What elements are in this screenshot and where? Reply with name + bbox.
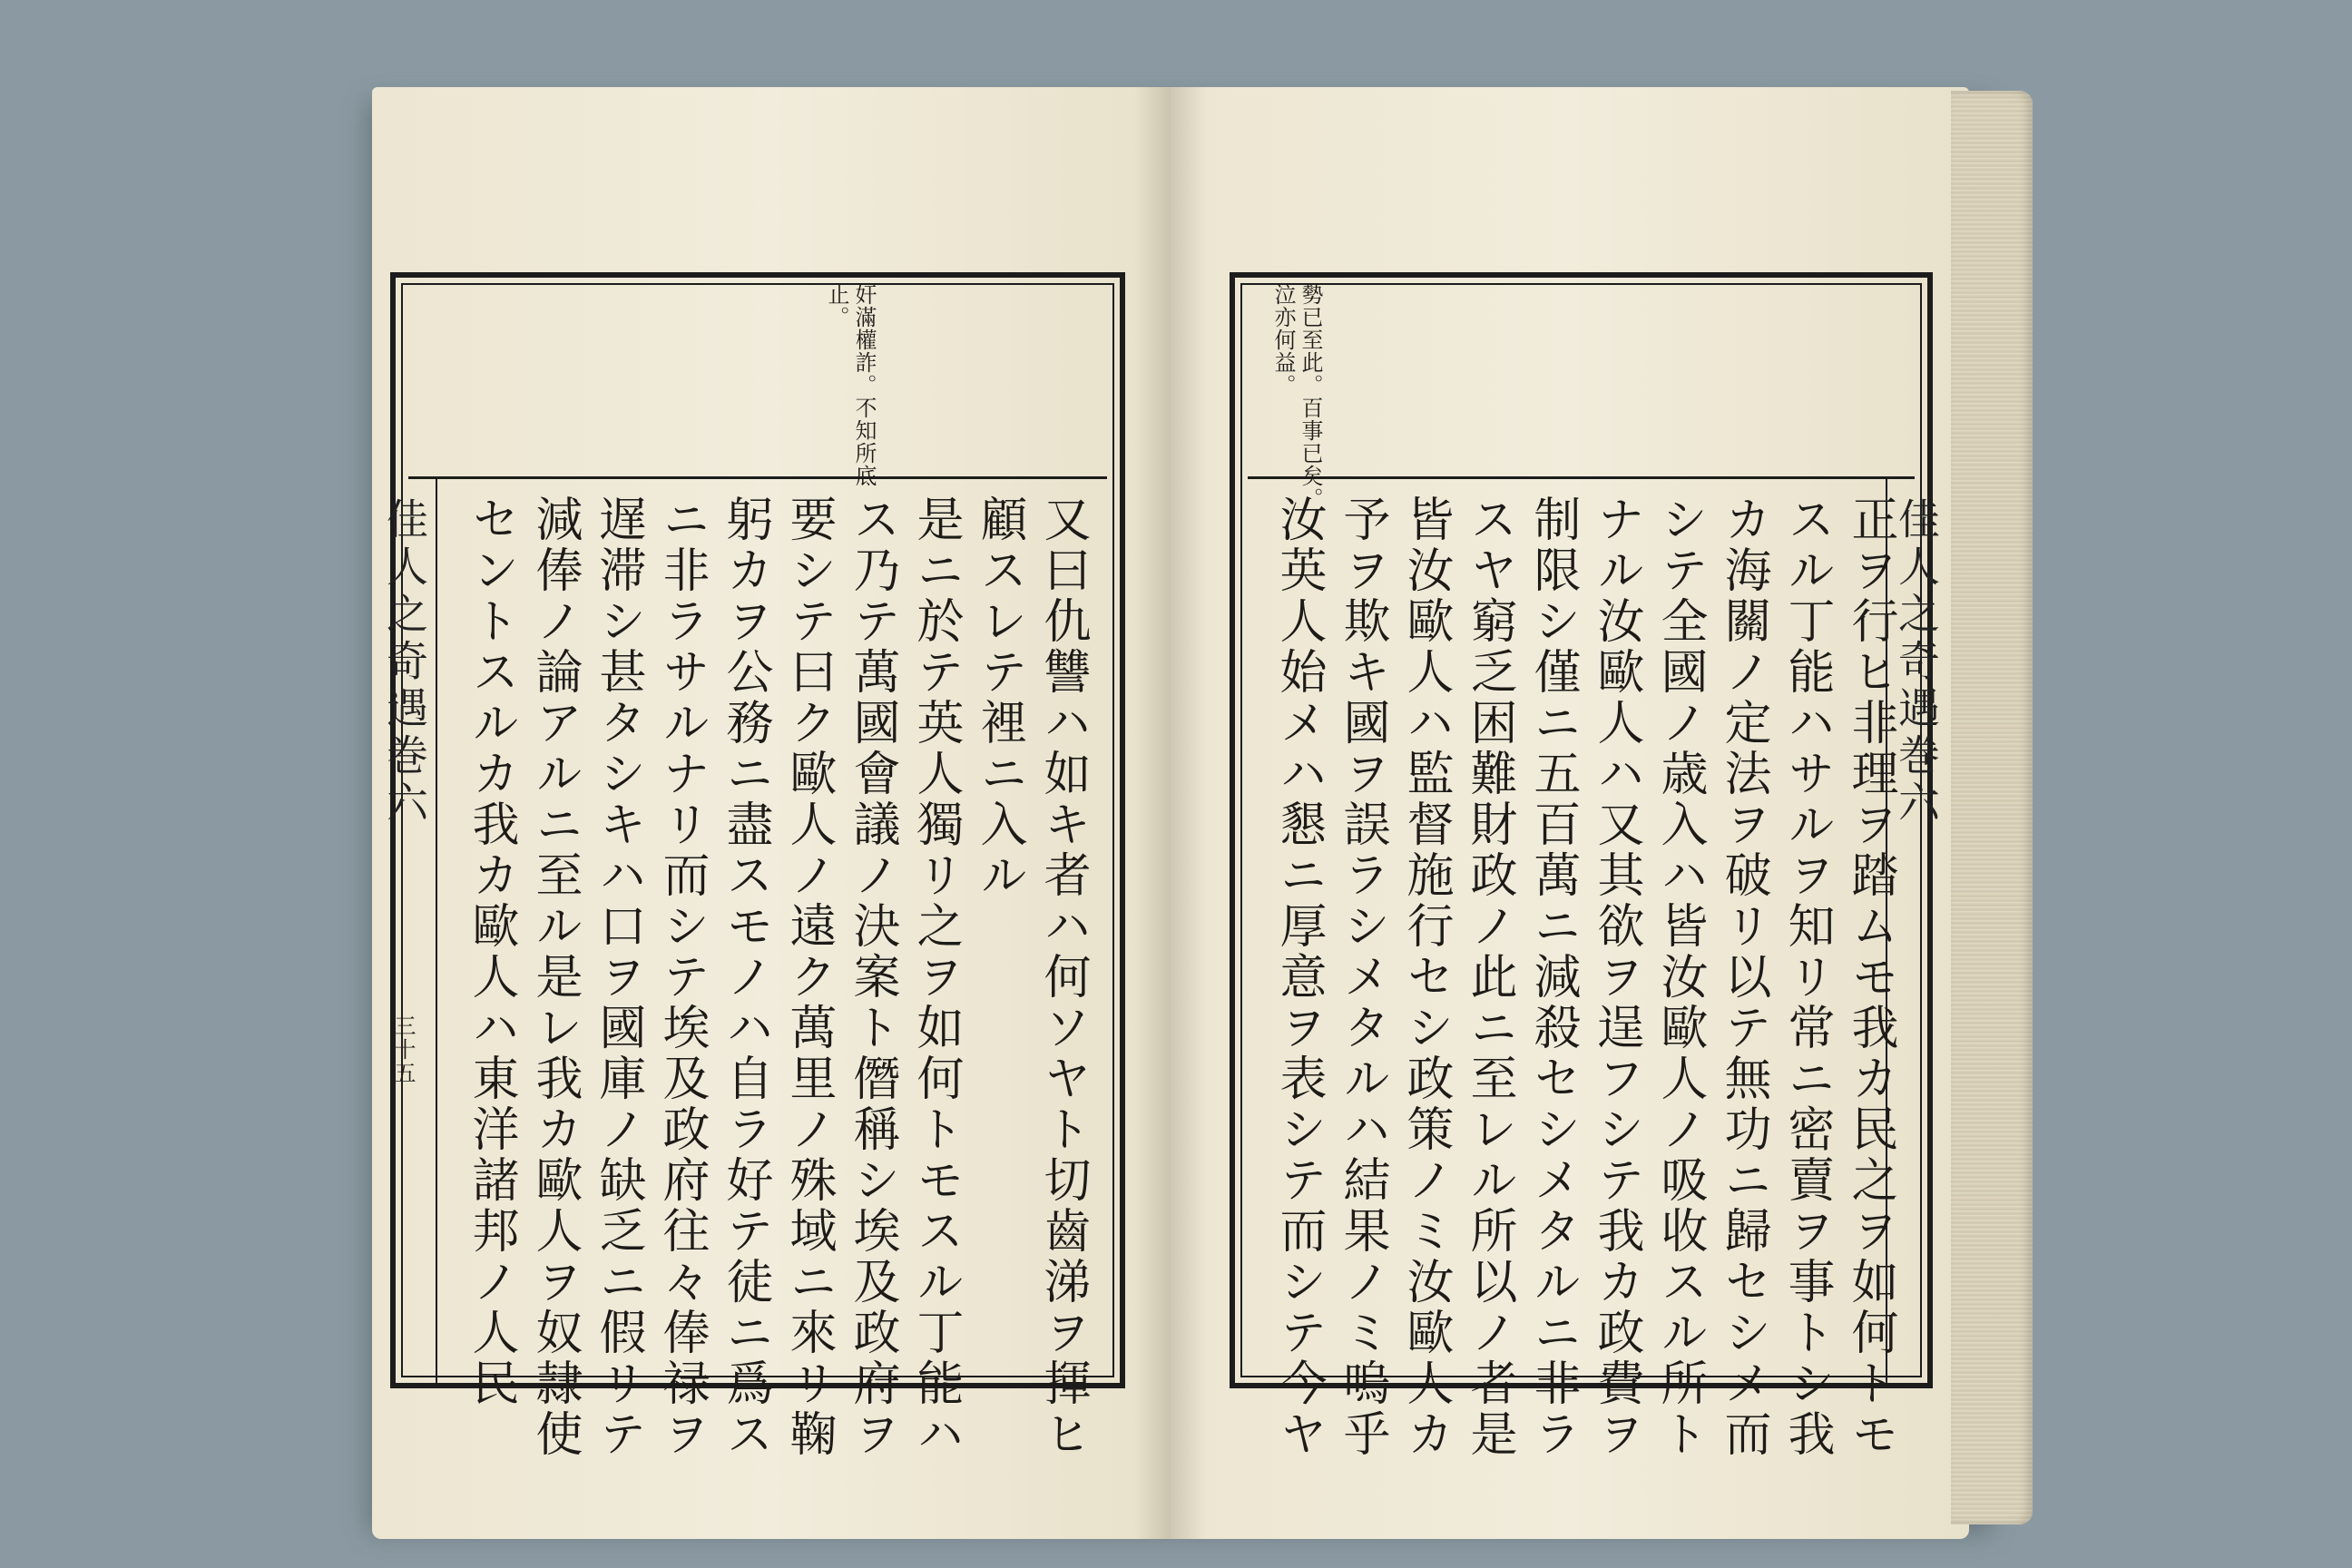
left-headnote-line-1: 奸滿權詐。不知所底	[851, 283, 877, 487]
left-text-column-6: 躬カヲ公務ニ盡スモノハ自ラ好テ徒ニ爲ス	[718, 495, 772, 1460]
left-text-column-3: 是ニ於テ英人獨リ之ヲ如何トモスル丁能ハ	[908, 495, 963, 1460]
right-text-column-2: スル丁能ハサルヲ知リ常ニ密賣ヲ事トシ我	[1779, 495, 1834, 1460]
right-headnote-line-1: 勢已至此。百事已矣。	[1298, 283, 1323, 510]
left-headnote-box	[408, 290, 1107, 479]
left-text-column-5: 要シテ曰ク歐人ノ遠ク萬里ノ殊域ニ來リ鞠	[781, 495, 836, 1460]
right-text-column-4: シテ全國ノ歳入ハ皆汝歐人ノ吸收スル所ト	[1652, 495, 1707, 1460]
left-text-column-1: 又曰仇讐ハ如キ者ハ何ソヤト切齒涕ヲ揮ヒ	[1035, 495, 1090, 1460]
right-headnote-box	[1248, 290, 1915, 479]
left-headnote-line-2: 止。	[824, 283, 849, 328]
right-text-column-7: スヤ窮乏困難財政ノ此ニ至レル所以ノ者是	[1462, 495, 1516, 1460]
left-text-column-2: 顧スレテ裡ニ入ル	[972, 495, 1026, 901]
left-text-column-7: ニ非ラサルナリ而シテ埃及政府往々俸禄ヲ	[654, 495, 709, 1460]
page-fore-edge	[1951, 91, 2033, 1524]
right-text-column-6: 制限シ僅ニ五百萬ニ減殺セシメタルニ非ラ	[1525, 495, 1580, 1460]
left-text-column-8: 遅滞シ甚タシキハ口ヲ國庫ノ缺乏ニ假リテ	[591, 495, 645, 1460]
right-running-title: 佳人之奇遇巻六	[1892, 497, 1941, 828]
right-text-column-8: 皆汝歐人ハ監督施行セシ政策ノミ汝歐人カ	[1398, 495, 1453, 1460]
right-text-column-9: 予ヲ欺キ國ヲ誤ラシメタルハ結果ノミ嗚乎	[1335, 495, 1389, 1460]
right-headnote-line-2: 泣亦何益。	[1270, 283, 1296, 397]
right-text-column-3: カ海關ノ定法ヲ破リ以テ無功ニ歸セシメ而	[1716, 495, 1770, 1460]
right-text-column-5: ナル汝歐人ハ又其欲ヲ逞フシテ我カ政費ヲ	[1589, 495, 1643, 1460]
left-running-title: 佳人之奇遇巻六	[380, 497, 429, 828]
left-text-column-9: 減俸ノ論アルニ至ル是レ我カ歐人ヲ奴隷使	[527, 495, 582, 1460]
left-text-column-10: セントスルカ我カ歐人ハ東洋諸邦ノ人民	[464, 495, 518, 1409]
right-text-column-10: 汝英人始メハ懇ニ厚意ヲ表シテ而シテ今ヤ	[1271, 495, 1326, 1460]
book-gutter	[1134, 87, 1207, 1539]
right-text-column-1: 正ヲ行ヒ非理ヲ踏ムモ我カ民之ヲ如何トモ	[1843, 495, 1897, 1460]
left-folio-number: 三十五	[390, 1014, 416, 1085]
left-text-column-4: ス乃テ萬國會議ノ決案ト僭稱シ埃及政府ヲ	[845, 495, 899, 1460]
